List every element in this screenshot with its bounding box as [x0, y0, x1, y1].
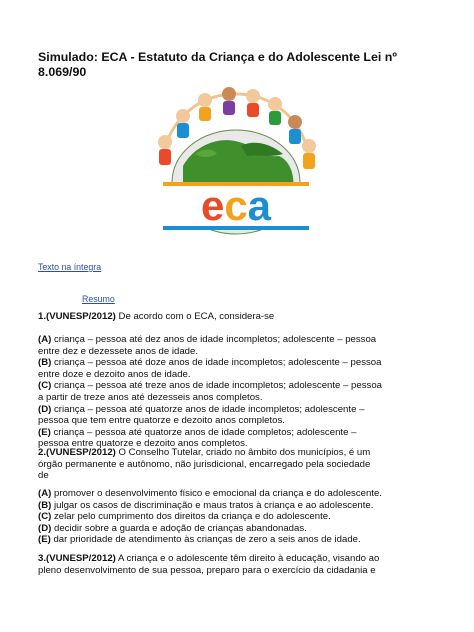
option-e-cont: pessoa entre quatorze e dezoito anos completos. [38, 438, 248, 450]
option-a: (A) criança – pessoa até dez anos de idade incompletos; adolescente – pessoa [38, 334, 377, 345]
full-text-link[interactable]: Texto na íntegra [38, 262, 102, 272]
option-e: (E) criança – pessoa até quatorze anos de idade completos; adolescente – [38, 426, 357, 438]
option-a: (A) promover o desenvolvimento físico e emocional da criança e do adolescente. [38, 488, 382, 499]
question-2-options [38, 488, 438, 546]
child-figure [268, 97, 282, 125]
option-c: (C) criança – pessoa até treze anos de idade incompletos; adolescente – pessoa [38, 380, 382, 392]
option-d-cont: pessoa que tem entre quatorze e dezoito anos completos. [38, 415, 285, 427]
svg-text:eca: eca [200, 182, 272, 229]
child-figure [158, 135, 172, 165]
title-line-2: 8.069/90 [38, 65, 87, 79]
child-figure [198, 93, 212, 121]
question-3 [38, 553, 438, 576]
question-3-prompt: A criança e o adolescente têm direito à educação, visando ao [115, 553, 380, 564]
question-2-prompt-cont: órgão permanente e autônomo, não jurisdicional, encarregado pela sociedade [38, 458, 371, 470]
option-b: (B) julgar os casos de discriminação e maus tratos à criança e ao adolescente. [38, 499, 374, 511]
question-3-number: 3.(VUNESP/2012) [38, 553, 116, 564]
child-figure [222, 87, 236, 115]
question-1 [38, 311, 438, 323]
title-line-1: Simulado: ECA - Estatuto da Criança e do Adolescente Lei nº [38, 50, 397, 64]
option-b-cont: entre doze e dezoito anos de idade. [38, 368, 191, 380]
question-1-number: 1.(VUNESP/2012) [38, 311, 116, 322]
option-c-cont: a partir de treze anos até dezesseis anos completos. [38, 391, 263, 403]
question-1-prompt: De acordo com o ECA, considera-se [115, 311, 275, 322]
question-2-prompt-end: de [38, 470, 49, 482]
option-d: (D) decidir sobre a guarda e adoção de crianças abandonadas. [38, 522, 307, 534]
question-2-prompt: O Conselho Tutelar, criado no âmbito dos municípios, é um [115, 447, 371, 458]
option-e: (E) dar prioridade de atendimento às crianças de zero a seis anos de idade. [38, 534, 361, 546]
summary-link[interactable]: Resumo [82, 294, 115, 304]
option-a-cont: entre dez e dezessete anos de idade. [38, 345, 199, 357]
eca-logo [163, 182, 309, 230]
eca-illustration [143, 84, 329, 240]
child-figure [246, 89, 260, 117]
child-figure [302, 139, 316, 169]
option-c: (C) zelar pelo cumprimento dos direitos da criança e do adolescente. [38, 511, 331, 523]
question-1-options [38, 334, 438, 450]
question-3-prompt-cont: pleno desenvolvimento de sua pessoa, preparo para o exercício da cidadania e [38, 564, 376, 576]
question-2-number: 2.(VUNESP/2012) [38, 447, 116, 458]
option-d: (D) criança – pessoa até quatorze anos de idade incompletos; adolescente – [38, 403, 365, 415]
document-title [38, 50, 438, 80]
option-b: (B) criança – pessoa até doze anos de idade incompletos; adolescente – pessoa [38, 357, 382, 369]
question-2 [38, 447, 438, 482]
